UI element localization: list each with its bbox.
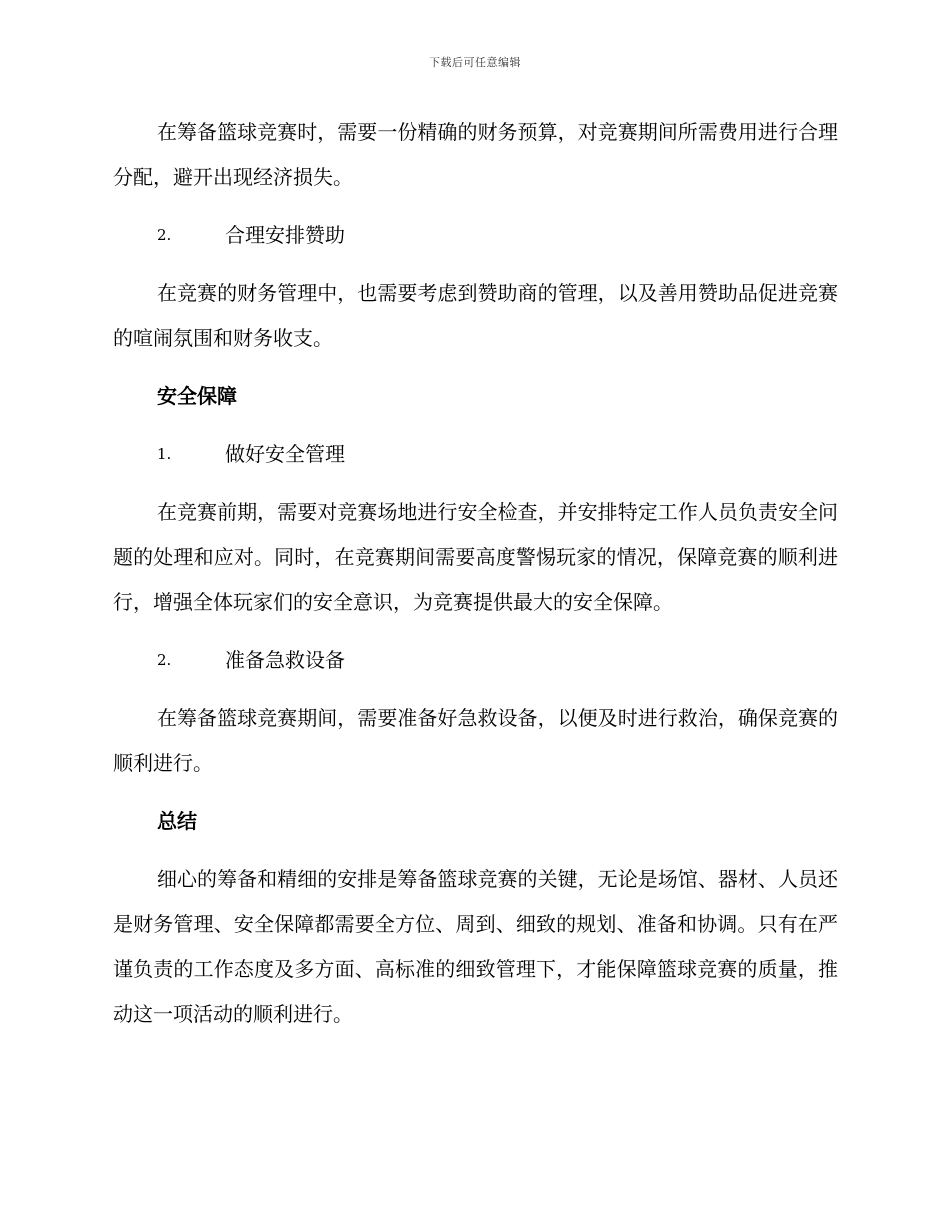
list-number: 1. — [157, 445, 172, 463]
list-item-title: 做好安全管理 — [225, 442, 345, 466]
list-number: 2. — [157, 226, 172, 244]
paragraph-first-aid: 在筹备篮球竞赛期间，需要准备好急救设备，以便及时进行救治，确保竞赛的顺利进行。 — [113, 706, 838, 775]
paragraph-sponsorship: 在竞赛的财务管理中，也需要考虑到赞助商的管理，以及善用赞助品促进竞赛的喧闹氛围和财务收支。 — [113, 281, 838, 350]
section-heading-summary: 总结 — [157, 809, 197, 833]
list-item-title: 合理安排赞助 — [225, 223, 345, 247]
section-heading-safety: 安全保障 — [157, 384, 237, 408]
list-item-title: 准备急救设备 — [225, 648, 345, 672]
document-body — [113, 110, 838, 1050]
list-item-sponsorship — [113, 213, 838, 258]
paragraph-summary: 细心的筹备和精细的安排是筹备篮球竞赛的关键，无论是场馆、器材、人员还是财务管理、安全保障都需要全方位、周到、细致的规划、准备和协调。只有在严谨负责的工作态度及多方面、高标准的细致管理下，才能保障篮球竞赛的质量，推动这一项活动的顺利进行。 — [113, 867, 838, 1026]
list-number: 2. — [157, 651, 172, 669]
paragraph-budget: 在筹备篮球竞赛时，需要一份精确的财务预算，对竞赛期间所需费用进行合理分配，避开出现经济损失。 — [113, 120, 838, 189]
list-item-first-aid — [113, 638, 838, 683]
paragraph-safety-management: 在竞赛前期，需要对竞赛场地进行安全检查，并安排特定工作人员负责安全问题的处理和应对。同时，在竞赛期间需要高度警惕玩家的情况，保障竞赛的顺利进行，增强全体玩家们的安全意识，为竞赛提供最大的安全保障。 — [113, 500, 838, 614]
page-header: 下载后可任意编辑 — [429, 56, 521, 69]
list-item-safety-management — [113, 432, 838, 477]
